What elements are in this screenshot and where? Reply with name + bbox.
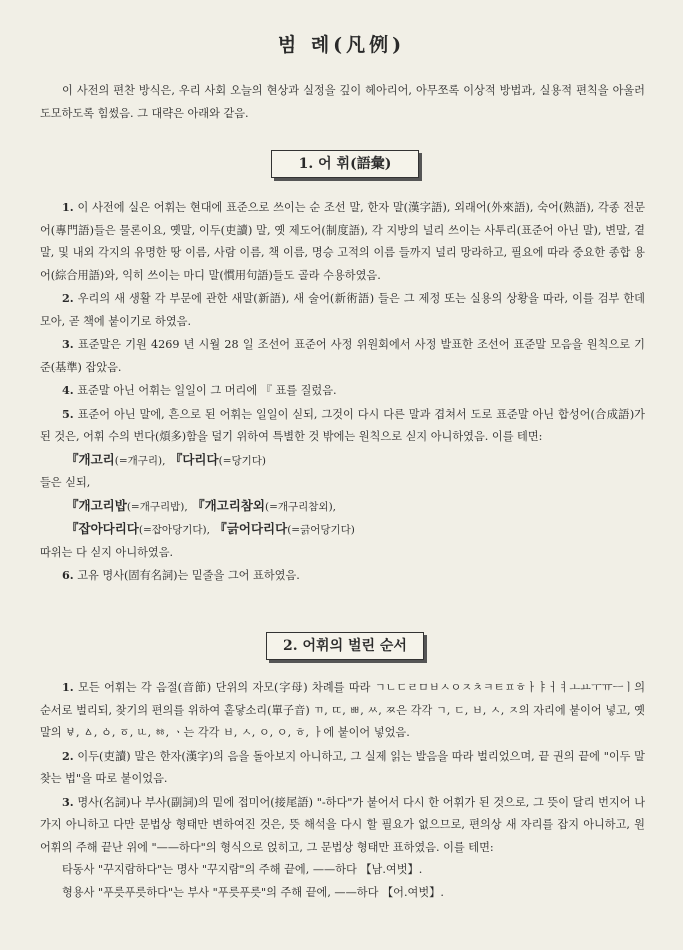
section1-body <box>40 196 645 588</box>
example-note: (=잡아당기다), <box>138 524 210 536</box>
s1-item-6 <box>40 564 645 588</box>
s2-item-3 <box>40 791 645 860</box>
s1-item-2 <box>40 287 645 333</box>
example-line-1 <box>40 449 645 473</box>
s1-item-1 <box>40 196 645 287</box>
item-number: 1. <box>62 680 74 694</box>
between-text: 들은 싣되, <box>40 476 91 489</box>
item-text: 표준말 아닌 어휘는 일일이 그 머리에 『 표를 질렀음. <box>77 384 337 397</box>
example-note: (=긁어당기다) <box>287 524 355 536</box>
after-examples-text: 따위는 다 싣지 아니하였음. <box>40 545 174 559</box>
section2-body <box>40 676 645 904</box>
item-text: 우리의 새 생활 각 부문에 관한 새말(新語), 새 술어(新術語) 들은 그 제정 또는 실용의 상황을 따라, 이를 검부 한데 모아, 곧 책에 붙이기로 하였음. <box>40 292 645 328</box>
item-number: 3. <box>62 794 74 809</box>
s2-item-1 <box>40 676 645 745</box>
example-line-3 <box>40 518 645 542</box>
example-word: 『개고리참외 <box>192 497 265 513</box>
example-note: (=당기다) <box>218 454 267 467</box>
s2-item-2 <box>40 745 645 791</box>
section1-heading: 1. 어 휘(語彙) <box>271 150 419 178</box>
item-number: 3. <box>62 337 74 351</box>
s1-item-5 <box>40 403 645 449</box>
item-number: 2. <box>62 291 74 305</box>
intro-paragraph <box>40 80 645 125</box>
s1-item-4 <box>40 379 645 403</box>
s2-example-2: 형용사 "푸릇푸릇하다"는 부사 "푸릇푸릇"의 주해 끝에, ——하다 【어.여벗】. <box>62 885 444 899</box>
example-word: 『긁어다리다 <box>214 521 288 536</box>
item-number: 1. <box>62 200 74 214</box>
intro-text: 이 사전의 편찬 방식은, 우리 사회 오늘의 현상과 실정을 깊이 헤아리어, 아무쪼록 이상적 방법과, 실용적 편칙을 아울러 도모하도록 힘썼음. 그 대략은 아래와 같음. <box>40 84 645 120</box>
example-note: (=개구리밥), <box>126 500 188 513</box>
item-text: 표준말은 기원 4269 년 시월 28 일 조선어 표준어 사정 위원회에서 사정 발표한 조선어 표준말 모음을 원칙으로 기준(基準) 잡았음. <box>40 338 645 374</box>
item-number: 2. <box>62 748 74 763</box>
item-number: 4. <box>62 383 74 397</box>
item-number: 5. <box>62 406 74 421</box>
item-text: 이 사전에 실은 어휘는 현대에 표준으로 쓰이는 순 조선 말, 한자 말(漢字語), 외래어(外來語), 숙어(熟語), 각종 전문어(專門語)들은 물론이요, 옛말, 이두(吏讀) 말, 옛 제도어(制度語), 각 지방의 널리 쓰이는 사투리(표준어 아닌 말), 변말, 곁말, 및 내외 각지의 유명한 땅 이름, 사람 이름, 책 이름, 명승 고적의 이름 들까지 널리 망라하고, 필요에 따라 중요한 종합 용어(綜合用語)와, 익히 쓰이는 마디 말(慣用句語)들도 골라 수용하였음. <box>40 201 645 282</box>
example-word: 『잡아다리다 <box>66 521 139 536</box>
example-note: (=개구리참외), <box>264 500 337 513</box>
page-title: 범 례(凡例) <box>277 34 406 56</box>
item-text: 모든 어휘는 각 음절(音節) 단위의 자모(字母) 차례를 따라 ㄱㄴㄷㄹㅁㅂㅅㅇㅈㅊㅋㅌㅍㅎㅏㅑㅓㅕㅗㅛㅜㅠㅡㅣ의 순서로 벌리되, 찾기의 편의를 위하여 홑닿소리(單子音) ㄲ, ㄸ, ㅃ, ㅆ, ㅉ은 각각 ㄱ, ㄷ, ㅂ, ㅅ, ㅈ의 자리에 붙이어 넣고, 옛말의 ㅸ, ㅿ, ㆁ, ㆆ, ㅥ, ㆅ, ㆍ는 각각 ㅂ, ㅅ, ㅇ, ㅇ, ㅎ, ㅏ에 붙이어 넣었음. <box>40 681 645 739</box>
item-number: 6. <box>62 568 74 582</box>
example-word: 『개고리밥 <box>66 497 127 513</box>
example-note: (=개구리), <box>114 454 166 467</box>
example-word: 『개고리 <box>66 451 115 467</box>
example-word: 『다리다 <box>169 451 219 467</box>
item-text: 이두(吏讀) 말은 한자(漢字)의 음을 돌아보지 아니하고, 그 실제 읽는 발음을 따라 벌리었으며, 끝 권의 끝에 "이두 말 찾는 법"을 따로 붙이었음. <box>40 749 645 785</box>
section2-heading: 2. 어휘의 벌린 순서 <box>266 632 424 660</box>
s1-item-3 <box>40 333 645 379</box>
example-line-2 <box>40 495 645 519</box>
item-text: 명사(名詞)나 부사(副詞)의 밑에 접미어(接尾語) "-하다"가 붙어서 다시 한 어휘가 된 것으로, 그 뜻이 달리 번지어 나가지 아니하고 다만 문법상 형태만 변하여진 것은, 뜻 해석을 다시 할 필요가 없으므로, 편의상 새 자리를 잡지 아니하고, 원 어휘의 주해 끝난 위에 "——하다"의 형식으로 얹히고, 그 문법상 형태만 표하였음. 이를 테면: <box>40 795 645 854</box>
item-text: 표준어 아닌 말에, 흔으로 된 어휘는 일일이 싣되, 그것이 다시 다른 말과 겹쳐서 도로 표준말 아닌 합성어(合成語)가 된 것은, 어휘 수의 번다(煩多)함을 덜기 위하여 특별한 것 밖에는 원칙으로 싣지 아니하였음. 이를 테면: <box>40 407 645 443</box>
item-text: 고유 명사(固有名詞)는 밑줄을 그어 표하였음. <box>77 569 300 582</box>
s2-example-1: 타동사 "꾸지람하다"는 명사 "꾸지람"의 주해 끝에, ——하다 【남.여벗】. <box>62 863 423 876</box>
